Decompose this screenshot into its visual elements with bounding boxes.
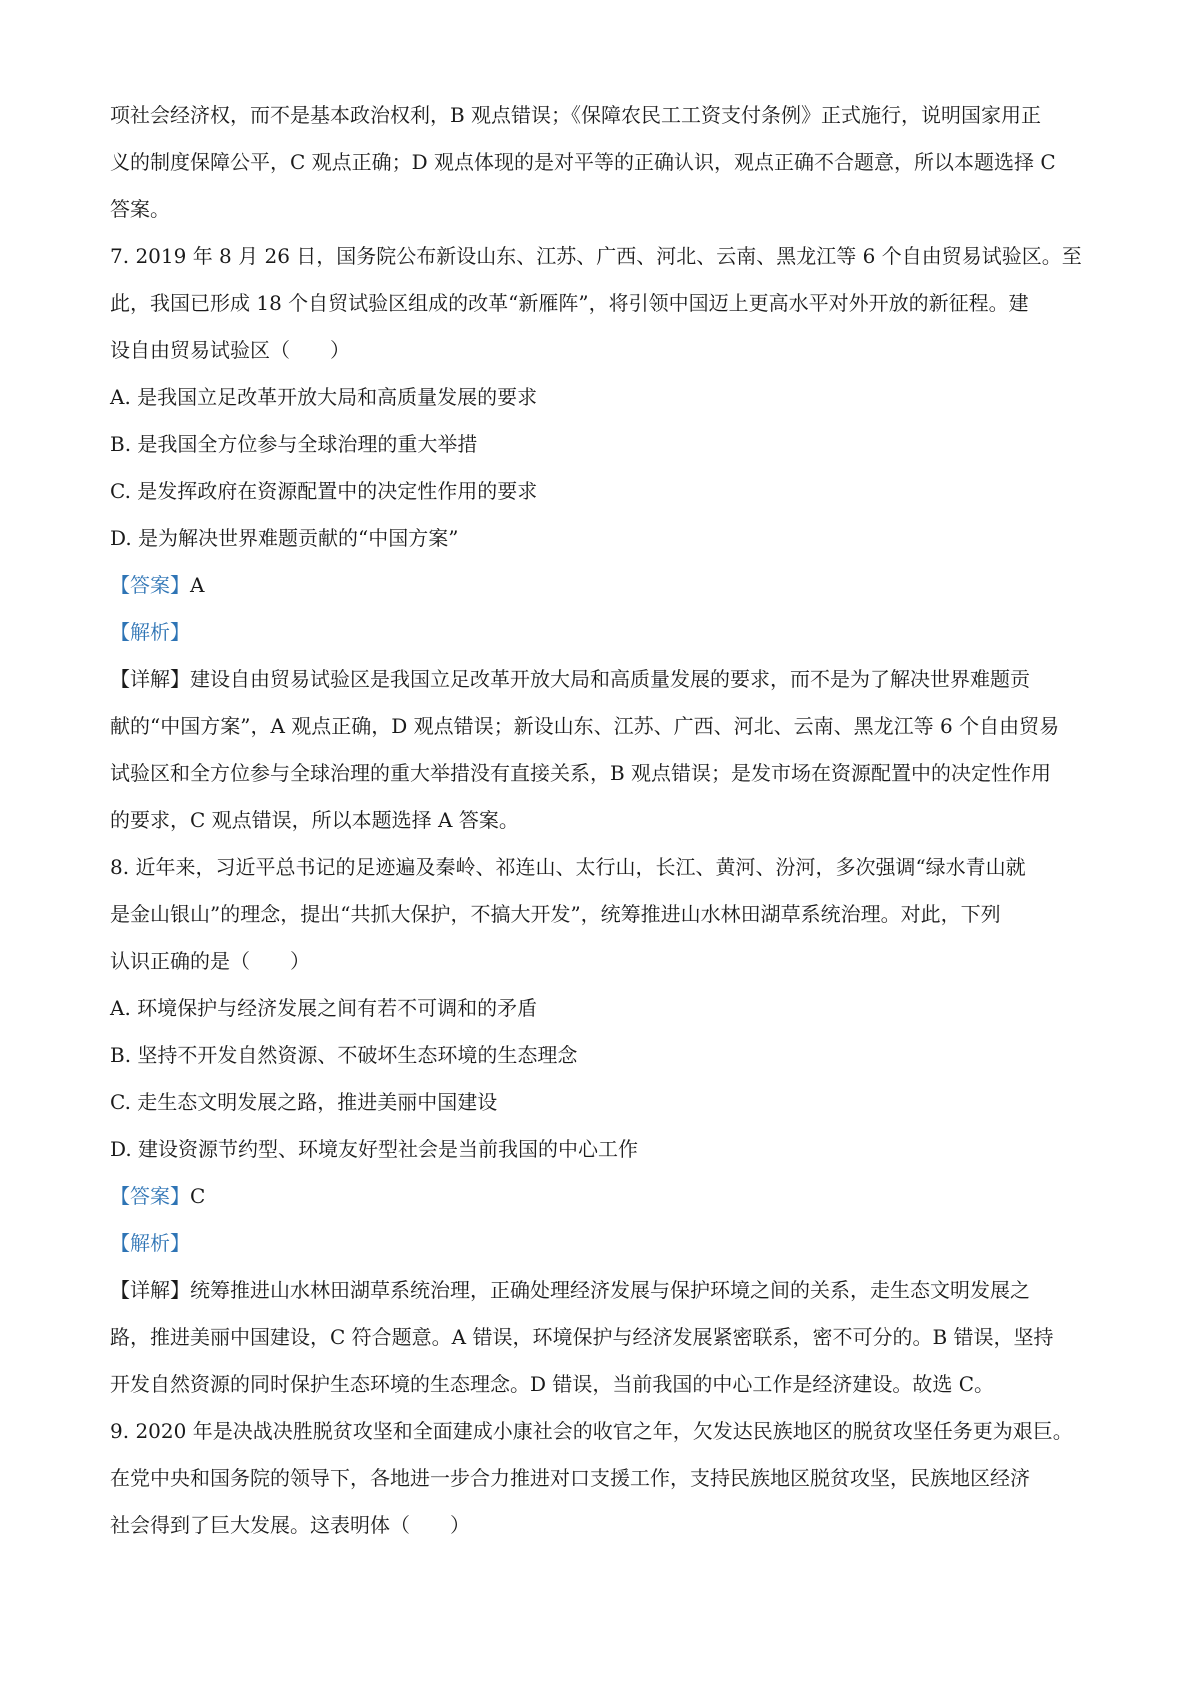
document-page: [110, 92, 1098, 1549]
q8-stem-line: 认识正确的是（ ）: [110, 949, 310, 973]
q7-stem-line: 设自由贸易试验区（ ）: [110, 338, 350, 362]
q8-detail-line: 【详解】统筹推进山水林田湖草系统治理，正确处理经济发展与保护环境之间的关系，走生态文明发展之: [110, 1278, 1030, 1302]
q7-detail-line: 试验区和全方位参与全球治理的重大举措没有直接关系，B 观点错误；是发市场在资源配置中的决定性作用: [110, 761, 1052, 785]
q7-stem-line: 此，我国已形成 18 个自贸试验区组成的改革“新雁阵”，将引领中国迈上更高水平对外开放的新征程。建: [110, 291, 1029, 315]
q8-option-d: D. 建设资源节约型、环境友好型社会是当前我国的中心工作: [110, 1137, 639, 1161]
q6-text-line: 项社会经济权，而不是基本政治权利，B 观点错误；《保障农民工工资支付条例》正式施行，说明国家用正: [110, 103, 1042, 127]
q8-stem-line: 是金山银山”的理念，提出“共抓大保护，不搞大开发”，统筹推进山水林田湖草系统治理。对此，下列: [110, 902, 1001, 926]
q8-answer: [110, 1173, 1098, 1220]
q7-option-c: C. 是发挥政府在资源配置中的决定性作用的要求: [110, 479, 538, 503]
q9-stem-line: 社会得到了巨大发展。这表明体（ ）: [110, 1513, 470, 1537]
answer-value: A: [190, 573, 205, 597]
q8-detail-line: 路，推进美丽中国建设，C 符合题意。A 错误，环境保护与经济发展紧密联系，密不可分的。B 错误，坚持: [110, 1325, 1054, 1349]
q8-option-b: B. 坚持不开发自然资源、不破坏生态环境的生态理念: [110, 1043, 578, 1067]
q7-detail-line: 献的“中国方案”，A 观点正确，D 观点错误；新设山东、江苏、广西、河北、云南、黑龙江等 6 个自由贸易: [110, 714, 1060, 738]
q9-stem-line: 在党中央和国务院的领导下，各地进一步合力推进对口支援工作，支持民族地区脱贫攻坚，民族地区经济: [110, 1466, 1030, 1490]
q7-detail-line: 【详解】建设自由贸易试验区是我国立足改革开放大局和高质量发展的要求，而不是为了解决世界难题贡: [110, 667, 1030, 691]
q7-stem-line: 7. 2019 年 8 月 26 日，国务院公布新设山东、江苏、广西、河北、云南、黑龙江等 6 个自由贸易试验区。至: [110, 244, 1082, 268]
analysis-label: 【解析】: [110, 1231, 190, 1255]
q7-detail-line: 的要求，C 观点错误，所以本题选择 A 答案。: [110, 808, 519, 832]
answer-label: 【答案】: [110, 1184, 190, 1208]
q6-text-line: 义的制度保障公平，C 观点正确；D 观点体现的是对平等的正确认识，观点正确不合题意，所以本题选择 C: [110, 150, 1056, 174]
answer-value: C: [190, 1184, 206, 1208]
answer-label: 【答案】: [110, 573, 190, 597]
q7-answer: [110, 562, 1098, 609]
q7-analysis: [110, 609, 1098, 656]
q8-option-a: A. 环境保护与经济发展之间有若不可调和的矛盾: [110, 996, 538, 1020]
analysis-label: 【解析】: [110, 620, 190, 644]
q8-detail-line: 开发自然资源的同时保护生态环境的生态理念。D 错误，当前我国的中心工作是经济建设。故选 C。: [110, 1372, 995, 1396]
q8-option-c: C. 走生态文明发展之路，推进美丽中国建设: [110, 1090, 498, 1114]
q7-option-b: B. 是我国全方位参与全球治理的重大举措: [110, 432, 478, 456]
q8-analysis: [110, 1220, 1098, 1267]
q9-stem-line: 9. 2020 年是决战决胜脱贫攻坚和全面建成小康社会的收官之年，欠发达民族地区的脱贫攻坚任务更为艰巨。: [110, 1419, 1073, 1443]
q6-text-line: 答案。: [110, 197, 170, 221]
q7-option-a: A. 是我国立足改革开放大局和高质量发展的要求: [110, 385, 538, 409]
q8-stem-line: 8. 近年来，习近平总书记的足迹遍及秦岭、祁连山、太行山，长江、黄河、汾河，多次强调“绿水青山就: [110, 855, 1026, 879]
q7-option-d: D. 是为解决世界难题贡献的“中国方案”: [110, 526, 459, 550]
